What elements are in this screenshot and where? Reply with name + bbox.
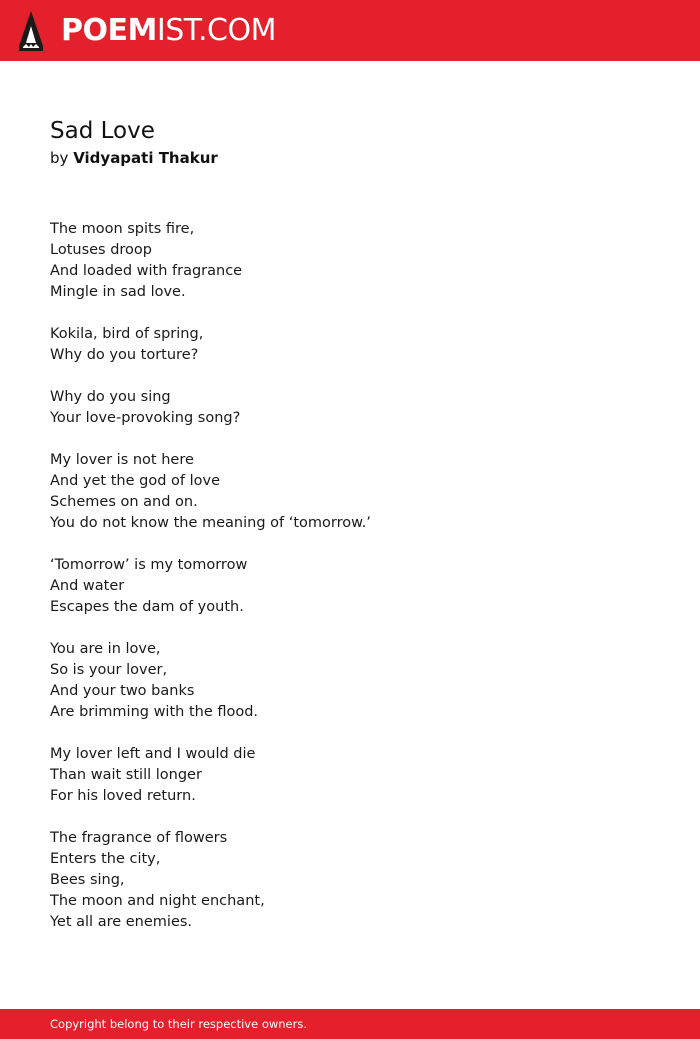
site-header (0, 0, 700, 61)
poem-stanza (50, 555, 650, 618)
poem-body (50, 219, 650, 954)
copyright-notice: Copyright belong to their respective owners. (50, 1017, 308, 1031)
poem-line: And loaded with fragrance (50, 263, 243, 279)
poem-line: For his loved return. (50, 788, 196, 804)
poem-line: My lover left and I would die (50, 746, 256, 762)
poem-line: Are brimming with the flood. (50, 704, 259, 720)
poem-line: And yet the god of love (50, 473, 220, 489)
poem-line: My lover is not here (50, 452, 194, 468)
poem-line: And water (50, 578, 125, 594)
poem-line: Why do you sing (50, 389, 171, 405)
poem-stanza (50, 744, 650, 807)
poem-line: The moon and night enchant, (50, 893, 265, 909)
poem-line: You do not know the meaning of ‘tomorrow.’ (50, 515, 371, 531)
poem-line: Enters the city, (50, 851, 161, 867)
poem-line: Yet all are enemies. (50, 914, 193, 930)
poem-line: Mingle in sad love. (50, 284, 186, 300)
poem-line: You are in love, (50, 641, 161, 657)
poem-line: Why do you torture? (50, 347, 199, 363)
poem-stanza (50, 387, 650, 429)
poem-line: The fragrance of flowers (50, 830, 228, 846)
poem-heading (50, 115, 218, 169)
poem-line: Your love-provoking song? (50, 410, 241, 426)
poem-stanza (50, 828, 650, 933)
poem-line: The moon spits fire, (50, 221, 195, 237)
poem-stanza (50, 639, 650, 723)
site-logo[interactable] (18, 10, 276, 52)
poem-line: Lotuses droop (50, 242, 153, 258)
pen-nib-icon (18, 10, 44, 52)
poem-line: Schemes on and on. (50, 494, 198, 510)
poem-stanza (50, 450, 650, 534)
poem-line: Bees sing, (50, 872, 125, 888)
poem-title: Sad Love (50, 118, 155, 144)
poem-line: And your two banks (50, 683, 195, 699)
poem-stanza (50, 324, 650, 366)
byline (50, 147, 218, 169)
poem-line: Escapes the dam of youth. (50, 599, 244, 615)
poem-line: Kokila, bird of spring, (50, 326, 204, 342)
logo-bold-text: POEM (61, 13, 157, 48)
by-label: by (50, 149, 69, 167)
poem-stanza (50, 219, 650, 303)
poem-line: So is your lover, (50, 662, 168, 678)
site-footer (0, 1009, 700, 1039)
poem-line: Than wait still longer (50, 767, 202, 783)
site-wordmark (61, 10, 276, 52)
author-name: Vidyapati Thakur (73, 149, 218, 167)
poem-line: ‘Tomorrow’ is my tomorrow (50, 557, 248, 573)
logo-light-text: IST.COM (156, 13, 276, 48)
